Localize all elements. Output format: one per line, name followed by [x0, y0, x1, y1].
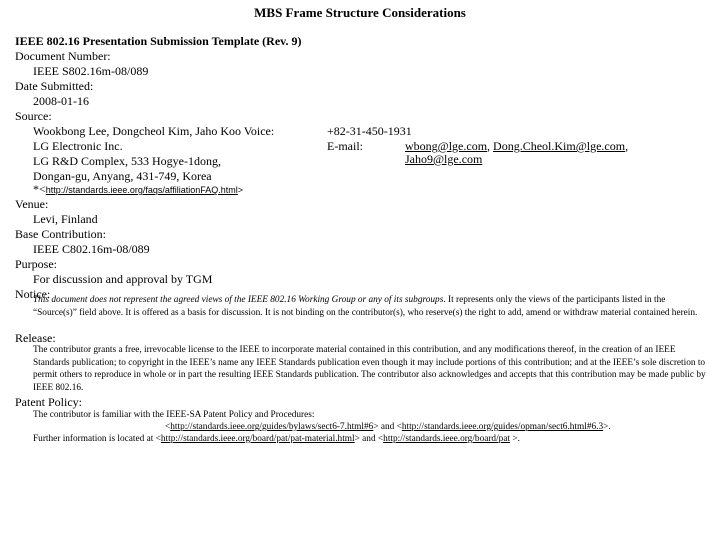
notice-text [33, 294, 710, 319]
patent-bylaws-link[interactable]: http://standards.ieee.org/guides/bylaws/sect6-7.html#6 [170, 422, 374, 432]
voice-number: +82-31-450-1931 [327, 124, 412, 138]
page-title: MBS Frame Structure Considerations [254, 5, 466, 20]
patent-punct: >. [510, 434, 520, 444]
date-submitted-value: 2008-01-16 [33, 94, 89, 108]
base-contribution-label: Base Contribution: [15, 227, 106, 241]
purpose-label: Purpose: [15, 257, 57, 271]
email-links [405, 152, 482, 167]
affiliation-faq [33, 182, 243, 198]
faq-prefix: *< [33, 182, 46, 196]
faq-suffix: > [237, 185, 243, 195]
venue-label: Venue: [15, 197, 49, 211]
patent-line: The contributor is familiar with the IEEE-SA Patent Policy and Procedures: [33, 410, 315, 420]
notice-label: Notice: [15, 287, 51, 301]
patent-line [165, 421, 710, 434]
source-line: LG Electronic Inc. [33, 139, 123, 153]
date-submitted-label: Date Submitted: [15, 79, 94, 93]
patent-punct: >. [603, 422, 611, 432]
release-label: Release: [15, 331, 56, 345]
patent-punct: > and < [373, 422, 402, 432]
patent-text: Further information is located at < [33, 434, 161, 444]
source-line: LG R&D Complex, 533 Hogye-1dong, [33, 154, 221, 168]
patent-material-link[interactable]: http://standards.ieee.org/board/pat/pat-material.html [160, 434, 355, 444]
document-number-label: Document Number: [15, 49, 111, 63]
email-separator: , [487, 139, 494, 153]
venue-value: Levi, Finland [33, 212, 98, 226]
notice-body: . It represents only the views of the participants listed in the “Source(s)” field above. It is offered as a basis for discussion. It is not binding on the contributor(s), who reserve(s) the right to add, amend or withdraw material contained herein. [33, 295, 698, 318]
email-label: E-mail: [327, 139, 363, 153]
email-separator: , [625, 139, 629, 153]
template-name: IEEE 802.16 Presentation Submission Template (Rev. 9) [15, 34, 302, 48]
patent-line [33, 433, 710, 446]
patent-opman-link[interactable]: http://standards.ieee.org/guides/opman/sect6.html#6.3 [401, 422, 604, 432]
patent-policy-label: Patent Policy: [15, 395, 82, 409]
affiliation-faq-link[interactable]: http://standards.ieee.org/faqs/affiliationFAQ.html [45, 185, 238, 195]
purpose-value: For discussion and approval by TGM [33, 272, 213, 286]
source-line: Wookbong Lee, Dongcheol Kim, Jaho Koo Voice: [33, 124, 275, 138]
source-label: Source: [15, 109, 52, 123]
patent-punct: < [165, 422, 171, 432]
patent-punct: > and < [354, 434, 384, 444]
base-contribution-value: IEEE C802.16m-08/089 [33, 242, 150, 256]
email-link[interactable]: Jaho9@lge.com [405, 152, 483, 166]
document-number-value: IEEE S802.16m-08/089 [33, 64, 149, 78]
release-text: The contributor grants a free, irrevocable license to the IEEE to incorporate material contained in this contribution, and any modifications thereof, in the creation of an IEEE Standards publication; to copyright in the IEEE’s name any IEEE Standards publication even though it may include portions of this contribution; and at the IEEE’s sole discretion to permit others to reproduce in whole or in part the resulting IEEE Standards publication. The contributor also acknowledges and accepts that this contribution may be made public by IEEE 802.16. [33, 345, 706, 393]
source-line: Dongan-gu, Anyang, 431-749, Korea [33, 169, 212, 183]
email-link[interactable]: wbong@lge.com [405, 139, 488, 153]
email-link[interactable]: Dong.Cheol.Kim@lge.com [493, 139, 626, 153]
patent-board-link[interactable]: http://standards.ieee.org/board/pat [383, 434, 511, 444]
notice-italic: This document does not represent the agreed views of the IEEE 802.16 Working Group or any of its subgroups [33, 295, 444, 305]
